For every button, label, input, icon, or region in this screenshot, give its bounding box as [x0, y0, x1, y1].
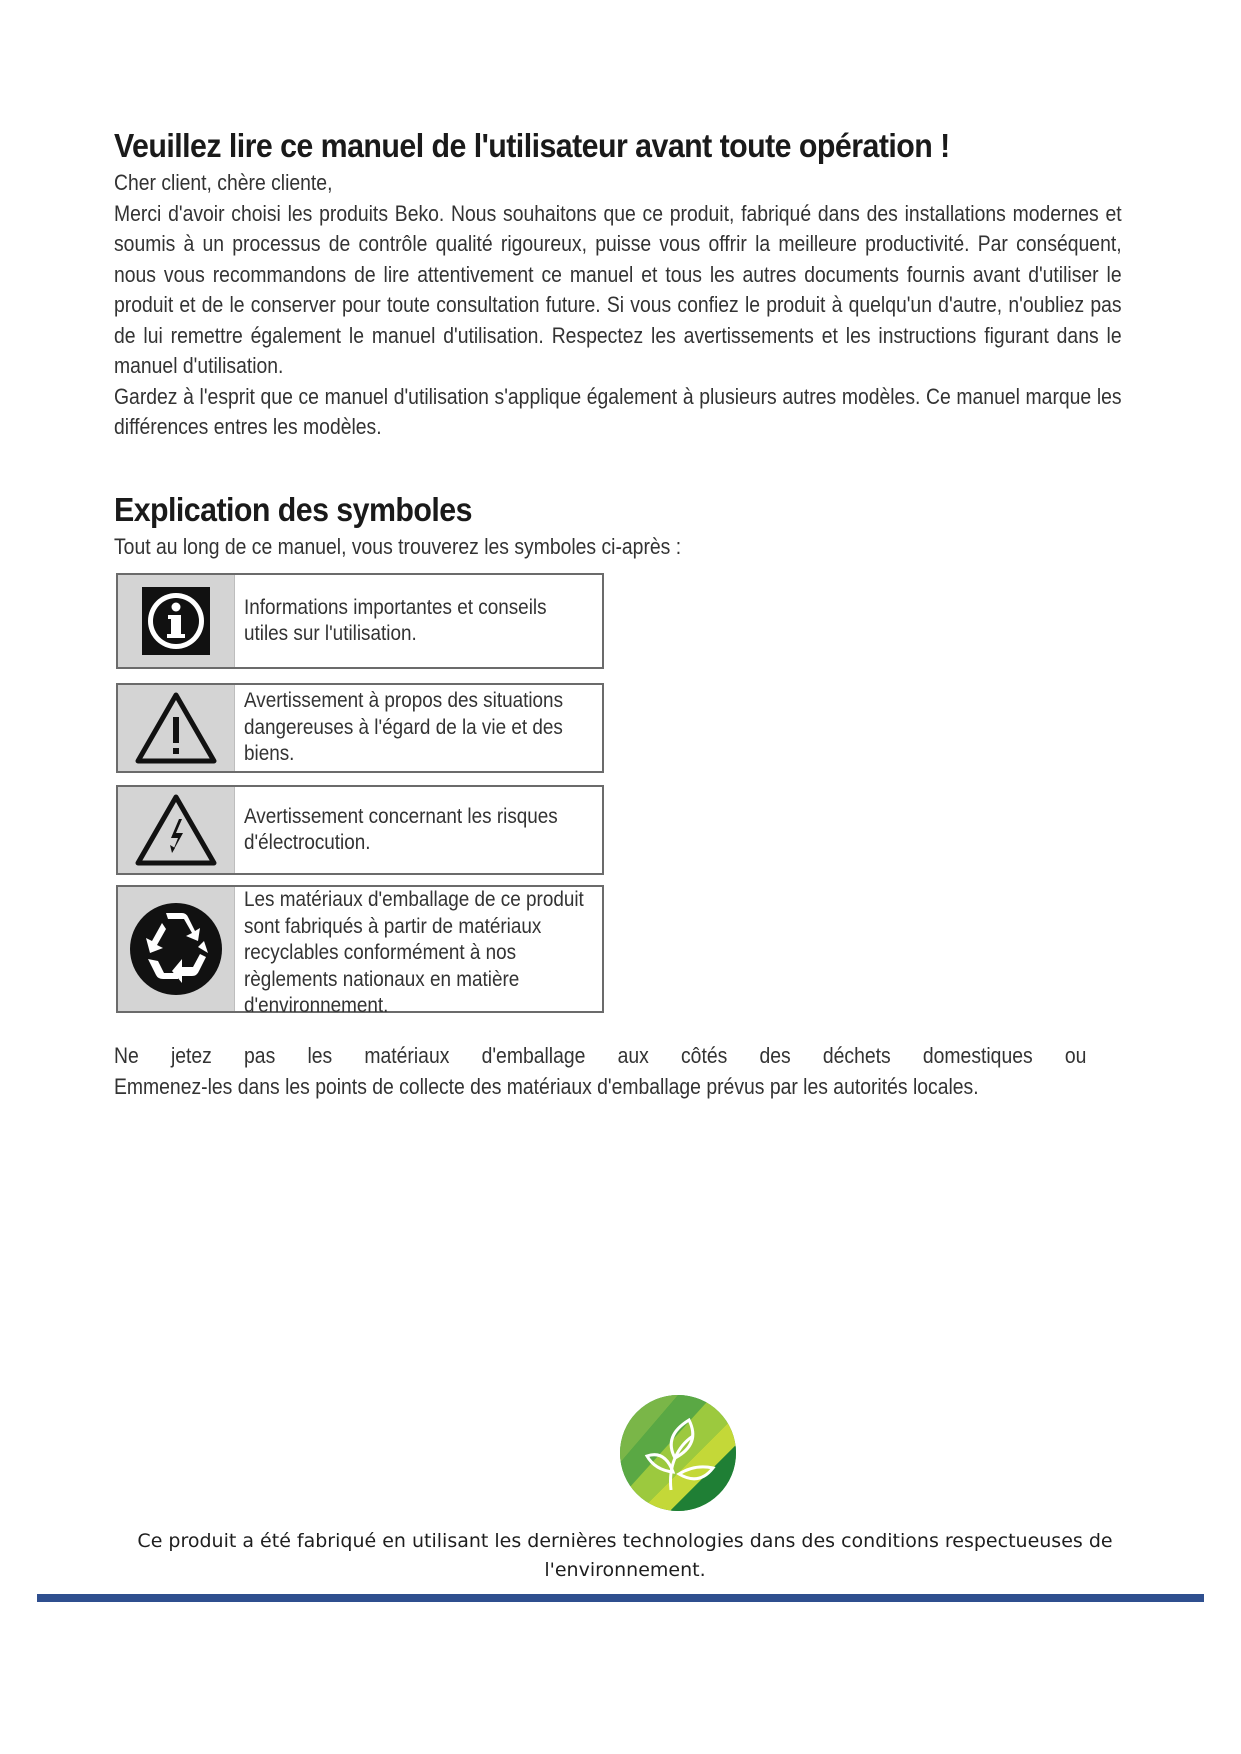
- info-icon: [141, 586, 211, 656]
- symbol-text-info: Informations importantes et conseils utiles sur l'utilisation.: [244, 595, 547, 645]
- eco-leaf-icon: [619, 1394, 737, 1512]
- packaging-notice: [114, 1040, 1241, 1102]
- warning-icon: [134, 691, 218, 765]
- symbols-section: [114, 492, 1124, 563]
- symbol-text-electric: Avertissement concernant les risques d'électrocution.: [244, 804, 558, 854]
- symbols-subtitle: Tout au long de ce manuel, vous trouverez les symboles ci-après :: [114, 534, 682, 559]
- packaging-line-1: Ne jetez pas les matériaux d'emballage aux côtés des déchets domestiques ou: [114, 1043, 1087, 1068]
- symbol-row-info: [116, 573, 604, 669]
- electric-shock-icon: [134, 793, 218, 867]
- eco-footnote: Ce produit a été fabriqué en utilisant les dernières technologies dans des conditions respectueuses de l'environnement.: [137, 1530, 1113, 1581]
- symbol-row-recycle: [116, 885, 604, 1017]
- models-note: Gardez à l'esprit que ce manuel d'utilisation s'applique également à plusieurs autres modèles. Ce manuel marque les différences entres les modèles.: [114, 383, 1122, 439]
- symbol-text-recycle: Les matériaux d'emballage de ce produit sont fabriqués à partir de matériaux recyclables conformément à nos règlements nationaux en matière d'environnement.: [244, 888, 584, 1017]
- packaging-line-2: Emmenez-les dans les points de collecte des matériaux d'emballage prévus par les autorités locales.: [114, 1074, 979, 1099]
- symbol-row-electric: [116, 785, 604, 875]
- intro-section: [114, 128, 1124, 443]
- symbol-text-warning: Avertissement à propos des situations dangereuses à l'égard de la vie et des biens.: [244, 689, 564, 766]
- page-title: Veuillez lire ce manuel de l'utilisateur avant toute opération !: [114, 127, 950, 164]
- symbols-title: Explication des symboles: [114, 491, 472, 528]
- footer-bar: [37, 1594, 1204, 1602]
- intro-paragraph: Merci d'avoir choisi les produits Beko. Nous souhaitons que ce produit, fabriqué dans des installations modernes et soumis à un processus de contrôle qualité rigoureux, puisse vous offrir la meilleure productivité. Par conséquent, nous vous recommandons de lire attentivement ce manuel et tous les autres documents fournis avant d'utiliser le produit et de le conserver pour toute consultation future. Si vous confiez le produit à quelqu'un d'autre, n'oubliez pas de lui remettre également le manuel d'utilisation. Respectez les avertissements et les instructions figurant dans le manuel d'utilisation.: [114, 200, 1122, 378]
- recycle-icon: [128, 901, 224, 997]
- greeting: Cher client, chère cliente,: [114, 170, 333, 195]
- symbol-row-warning: [116, 683, 604, 773]
